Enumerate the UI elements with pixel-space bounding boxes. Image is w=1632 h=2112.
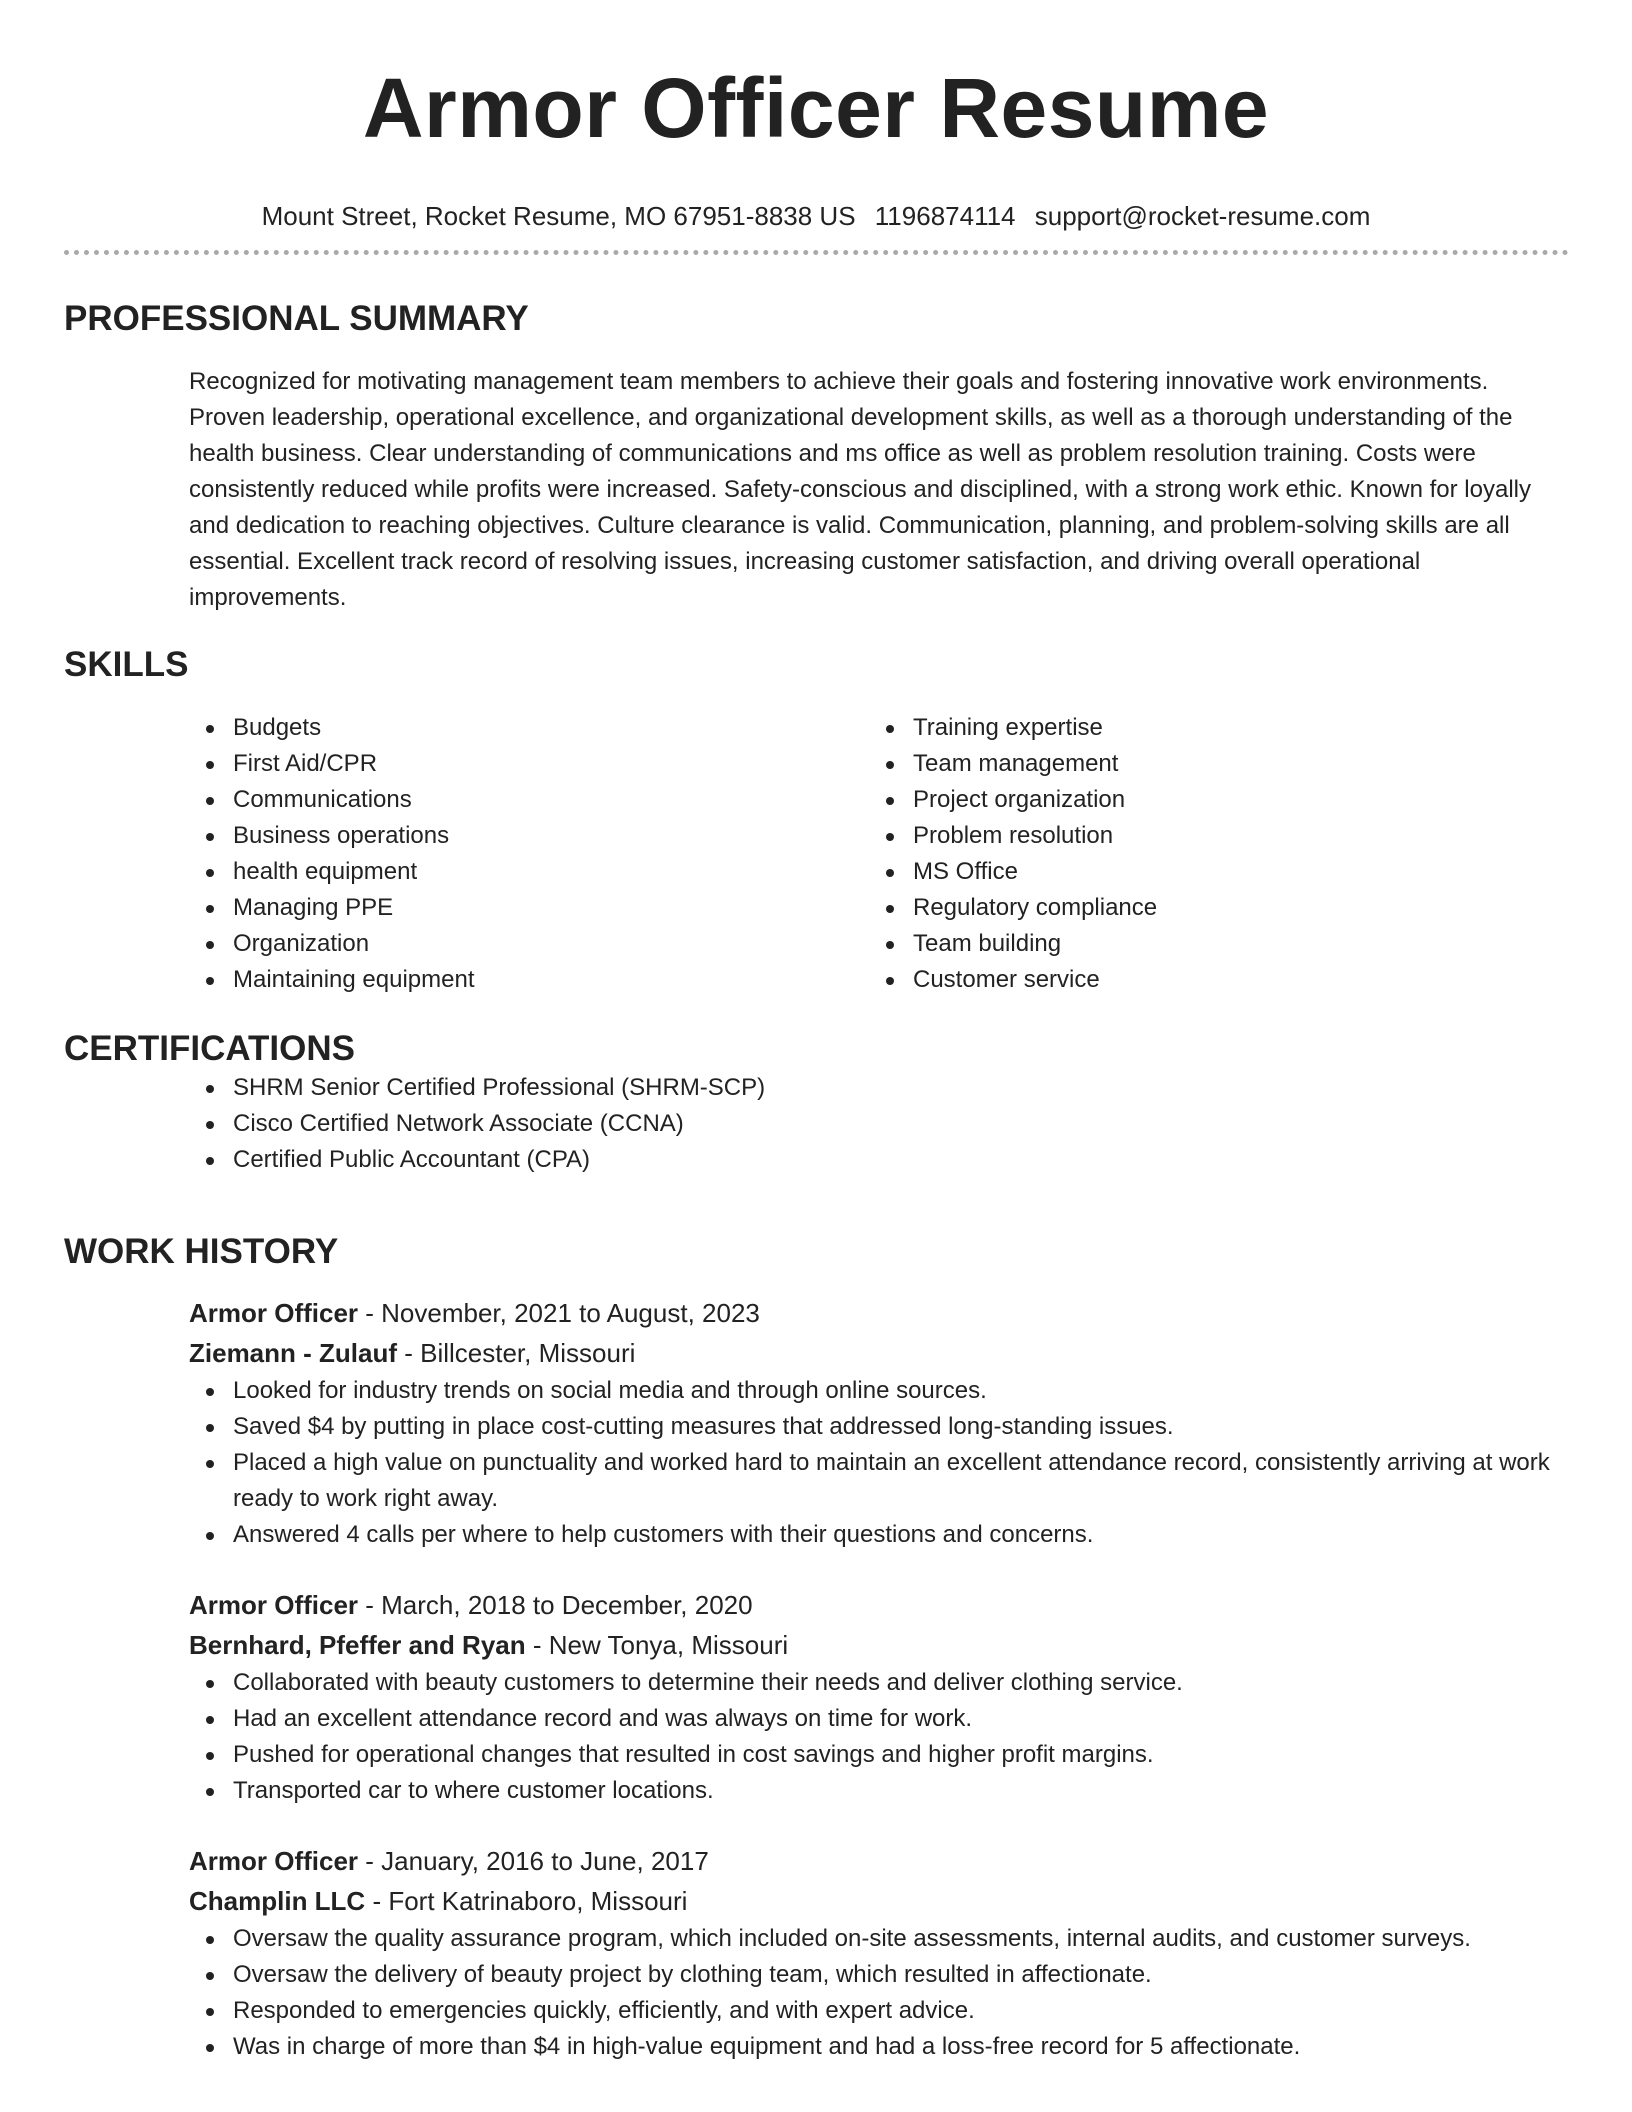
summary-text: Recognized for motivating management team members to achieve their goals and fostering innovative work environments. Proven leadership, operational excellence, and organizational development skills, as well as a thorough understanding of the health business. Clear understanding of communications and ms office as well as problem resolution training. Costs were consistently reduced while profits were increased. Safety-conscious and disciplined, with a strong work ethic. Known for loyally and dedication to reaching objectives. Culture clearance is valid. Communication, planning, and problem-solving skills are all essential. Excellent track record of resolving issues, increasing customer satisfaction, and driving overall operational improvements. [189,368,1531,611]
job-duty: Looked for industry trends on social media and through online sources. [189,1373,1569,1409]
skill-item: First Aid/CPR [189,746,869,782]
job-title-line [189,1585,1569,1625]
contact-phone: 1196874114 [874,201,1016,231]
resume-header [0,0,1632,232]
certifications-heading: CERTIFICATIONS [64,1029,356,1068]
skill-item: Organization [189,926,869,962]
summary-section [64,298,1569,616]
skill-item: Problem resolution [869,818,1549,854]
job-company: Ziemann - Zulauf [189,1338,397,1368]
job-company: Bernhard, Pfeffer and Ryan [189,1630,526,1660]
skill-item: Business operations [189,818,869,854]
job-entry [189,1841,1569,2065]
job-duty: Collaborated with beauty customers to determine their needs and deliver clothing service. [189,1665,1569,1701]
skill-item: Managing PPE [189,890,869,926]
skill-item: Training expertise [869,710,1549,746]
skill-item: Regulatory compliance [869,890,1549,926]
job-dates: - March, 2018 to December, 2020 [358,1590,753,1620]
skill-item: MS Office [869,854,1549,890]
summary-heading: PROFESSIONAL SUMMARY [64,299,529,338]
skill-item: Maintaining equipment [189,962,869,998]
certification-item: Cisco Certified Network Associate (CCNA) [189,1106,1569,1142]
contact-line [0,200,1632,232]
job-entry [189,1293,1569,1553]
job-title-line [189,1841,1569,1881]
skill-item: health equipment [189,854,869,890]
job-title-line [189,1293,1569,1333]
header-divider [64,250,1569,255]
job-company-line [189,1333,1569,1373]
job-company-line [189,1625,1569,1665]
job-duty: Saved $4 by putting in place cost-cutting measures that addressed long-standing issues. [189,1409,1569,1445]
job-duty: Oversaw the quality assurance program, which included on-site assessments, internal audits, and customer surveys. [189,1921,1569,1957]
work-history-section [64,1231,1569,2097]
skills-list-right [869,710,1549,998]
skills-columns [189,710,1569,998]
job-dates: - November, 2021 to August, 2023 [358,1298,760,1328]
skill-item: Team building [869,926,1549,962]
job-duties-list [189,1665,1569,1809]
resume-title: Armor Officer Resume [362,61,1270,155]
skill-item: Team management [869,746,1549,782]
job-duty: Oversaw the delivery of beauty project by clothing team, which resulted in affectionate. [189,1957,1569,1993]
contact-address: Mount Street, Rocket Resume, MO 67951-8838 US [261,201,856,231]
skill-item: Communications [189,782,869,818]
job-duty: Had an excellent attendance record and was always on time for work. [189,1701,1569,1737]
skills-heading: SKILLS [64,645,189,684]
job-duties-list [189,1921,1569,2065]
job-duty: Transported car to where customer locations. [189,1773,1569,1809]
job-location: - New Tonya, Missouri [525,1630,789,1660]
job-duty: Placed a high value on punctuality and worked hard to maintain an excellent attendance record, consistently arriving at work ready to work right away. [189,1445,1569,1517]
contact-email[interactable]: support@rocket-resume.com [1034,201,1371,231]
certifications-list [189,1070,1569,1178]
skill-item: Customer service [869,962,1549,998]
job-duty: Pushed for operational changes that resulted in cost savings and higher profit margins. [189,1737,1569,1773]
certification-item: SHRM Senior Certified Professional (SHRM-SCP) [189,1070,1569,1106]
job-duty: Answered 4 calls per where to help customers with their questions and concerns. [189,1517,1569,1553]
job-duty: Was in charge of more than $4 in high-value equipment and had a loss-free record for 5 affectionate. [189,2029,1569,2065]
job-role: Armor Officer [189,1590,359,1620]
job-role: Armor Officer [189,1846,359,1876]
job-dates: - January, 2016 to June, 2017 [358,1846,709,1876]
job-company-line [189,1881,1569,1921]
skill-item: Budgets [189,710,869,746]
job-entry [189,1585,1569,1809]
certification-item: Certified Public Accountant (CPA) [189,1142,1569,1178]
job-duties-list [189,1373,1569,1553]
job-location: - Billcester, Missouri [397,1338,636,1368]
job-location: - Fort Katrinaboro, Missouri [365,1886,688,1916]
job-role: Armor Officer [189,1298,359,1328]
skills-section [64,644,1569,998]
job-company: Champlin LLC [189,1886,366,1916]
skills-list-left [189,710,869,998]
skill-item: Project organization [869,782,1549,818]
work-history-heading: WORK HISTORY [64,1232,339,1271]
job-duty: Responded to emergencies quickly, efficiently, and with expert advice. [189,1993,1569,2029]
certifications-section [64,1028,1569,1178]
